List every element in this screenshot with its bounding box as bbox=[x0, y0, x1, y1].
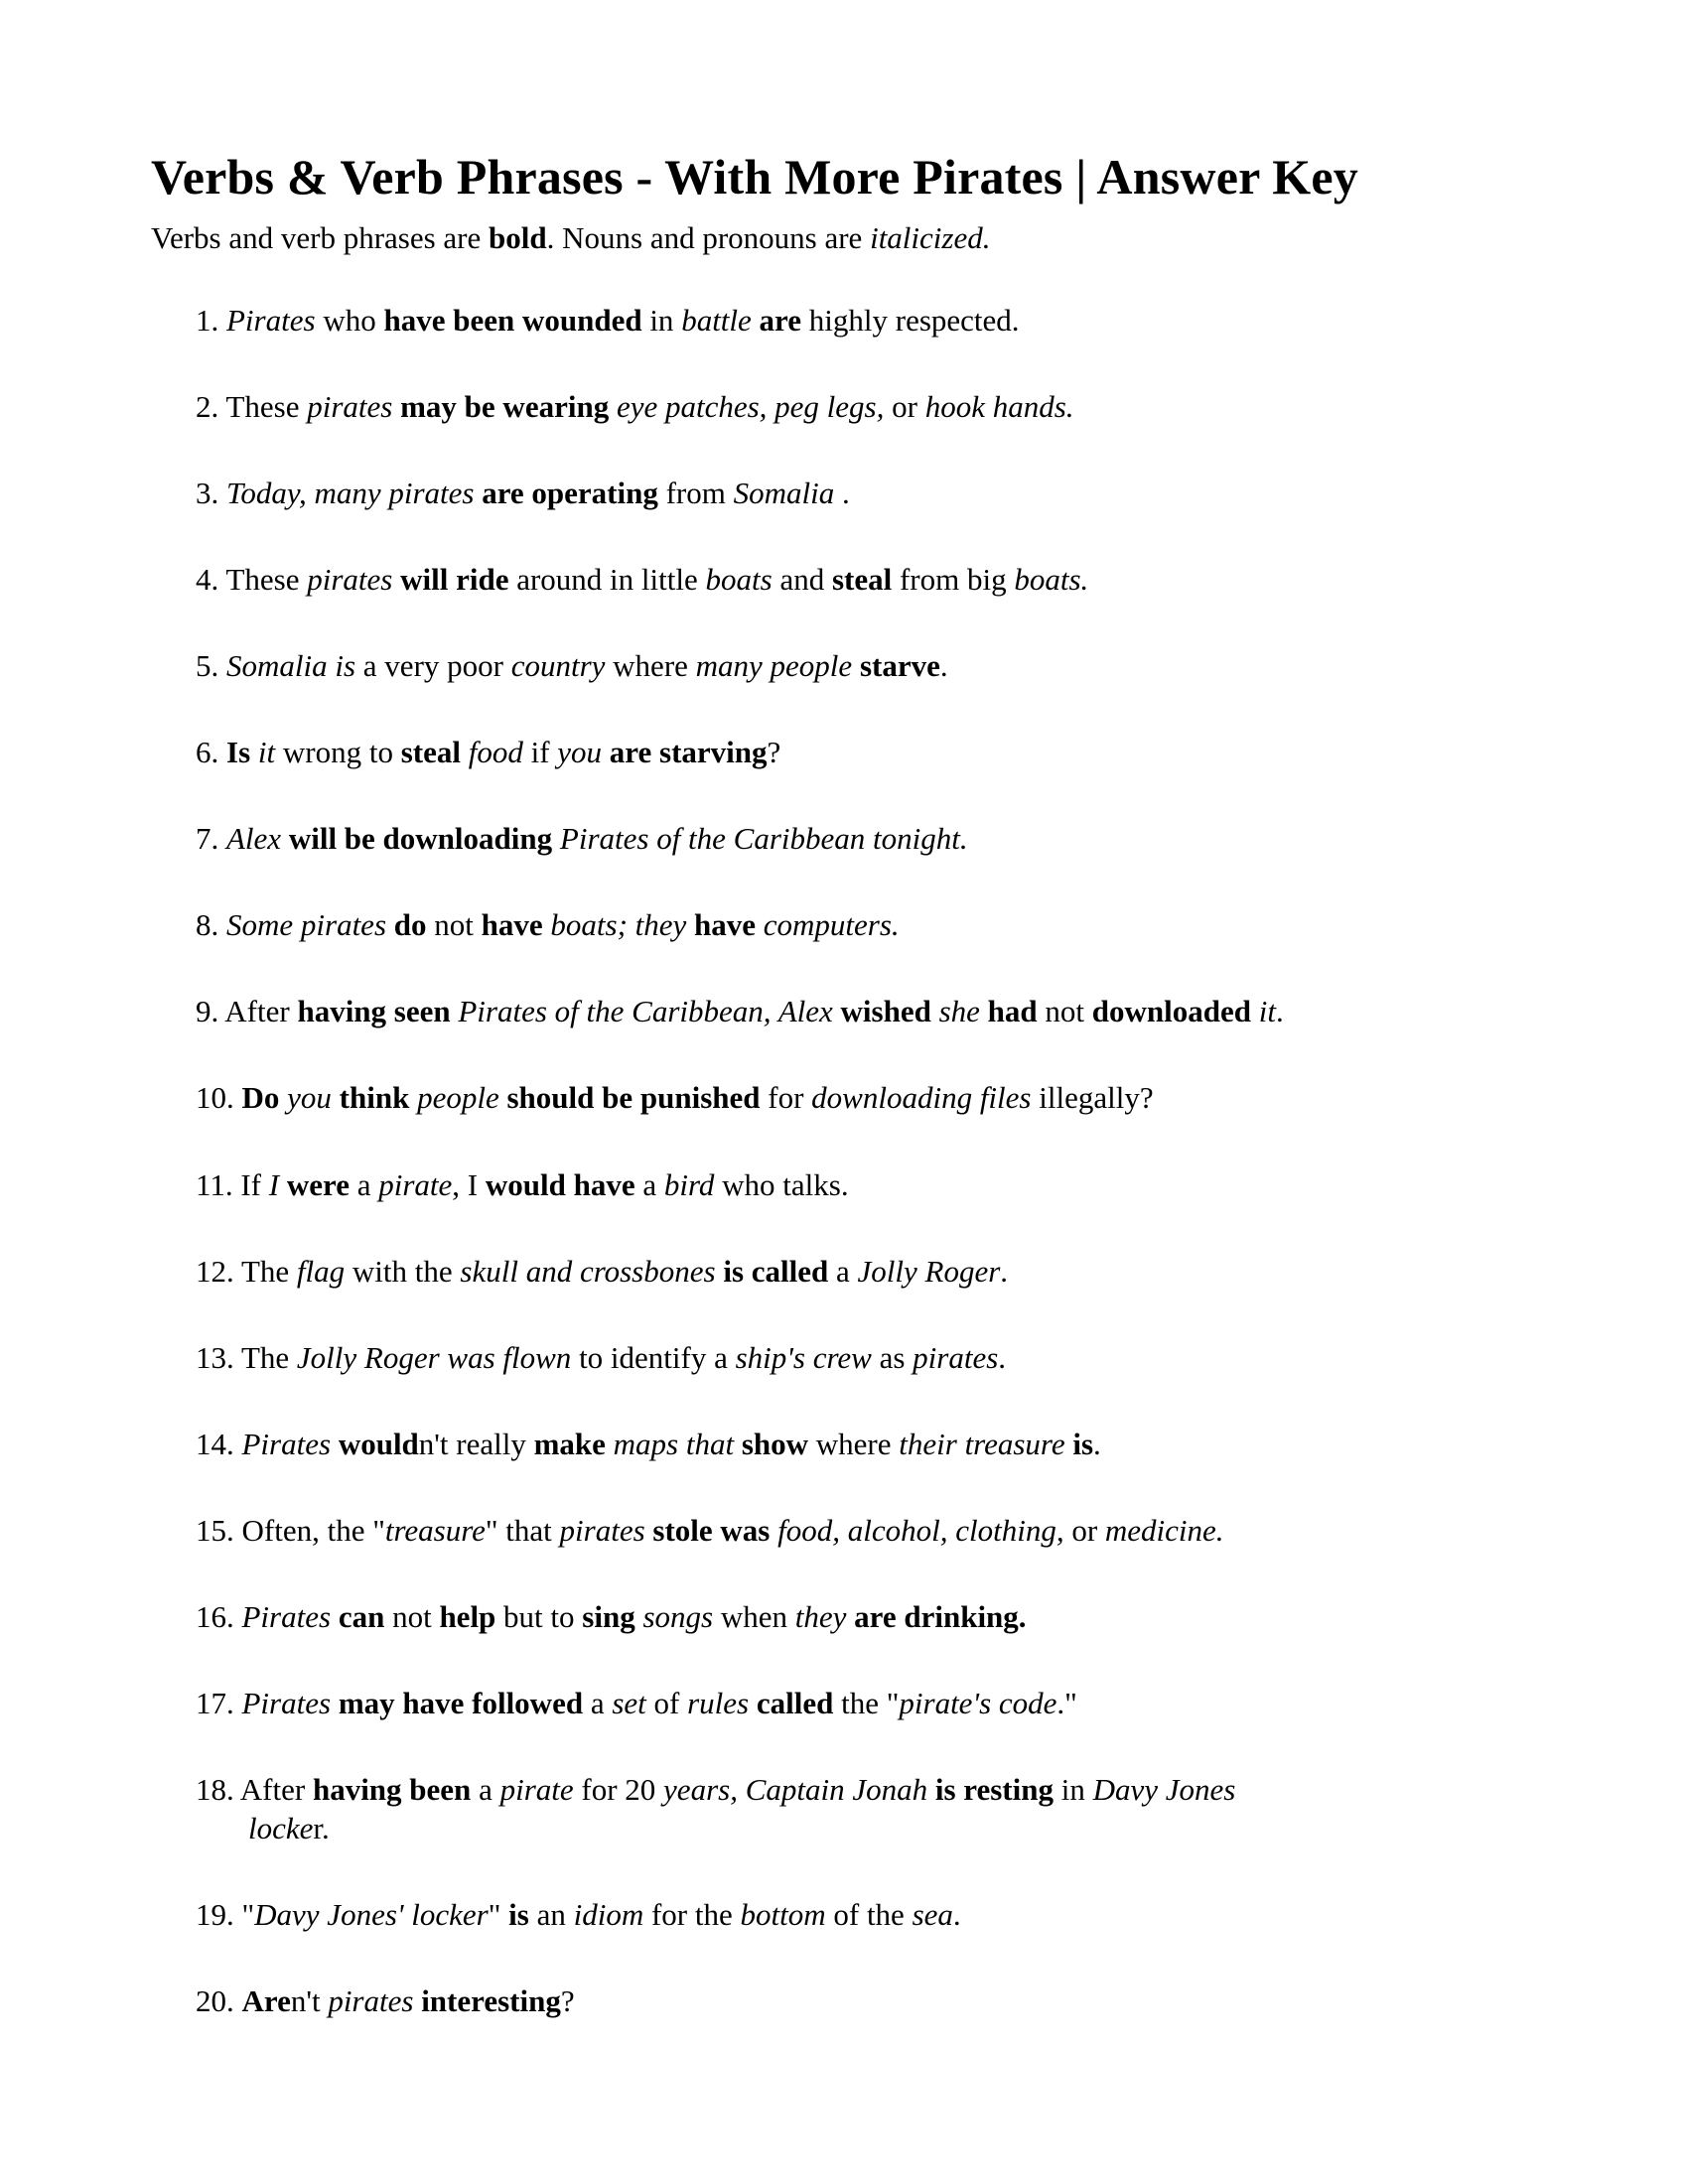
noun-pronoun-text: boats; they bbox=[550, 907, 687, 943]
noun-pronoun-text: Jolly Roger was flown bbox=[296, 1339, 572, 1375]
noun-pronoun-text: Alex bbox=[226, 821, 282, 857]
sentence-list bbox=[151, 301, 1519, 2020]
verb-phrase-text: wished bbox=[840, 994, 931, 1029]
verb-phrase-text: are drinking. bbox=[854, 1598, 1027, 1634]
noun-pronoun-text: downloading files bbox=[811, 1080, 1032, 1116]
item-number: 17. bbox=[196, 1685, 242, 1720]
verb-phrase-text: help bbox=[439, 1598, 496, 1634]
plain-text: a bbox=[349, 1166, 379, 1202]
verb-phrase-text: would bbox=[338, 1426, 419, 1461]
noun-pronoun-text: Somalia is bbox=[226, 648, 356, 684]
plain-text bbox=[609, 389, 617, 424]
sentence-item-12 bbox=[151, 1252, 1519, 1291]
plain-text bbox=[734, 1427, 742, 1461]
verb-phrase-text: having seen bbox=[297, 994, 451, 1029]
plain-text: After bbox=[239, 1771, 313, 1807]
noun-pronoun-text: skull and crossbones bbox=[460, 1253, 716, 1289]
sentence-item-3 bbox=[151, 474, 1519, 512]
verb-phrase-text: show bbox=[741, 1426, 809, 1461]
plain-text: Often, the " bbox=[241, 1512, 385, 1548]
plain-text: in bbox=[641, 303, 682, 339]
plain-text bbox=[461, 735, 469, 769]
sentence-text bbox=[242, 1513, 1224, 1548]
noun-pronoun-text: it bbox=[1258, 994, 1276, 1029]
verb-phrase-text: can bbox=[338, 1598, 385, 1634]
plain-text: " bbox=[241, 1896, 255, 1932]
sentence-text bbox=[240, 1167, 848, 1202]
plain-text bbox=[852, 648, 860, 683]
sentence-item-17 bbox=[151, 1684, 1519, 1722]
plain-text bbox=[1251, 994, 1259, 1028]
sentence-text bbox=[240, 1772, 1236, 1845]
verb-phrase-text: steal bbox=[831, 562, 893, 598]
plain-text: n't really bbox=[418, 1426, 534, 1461]
item-number: 16. bbox=[196, 1598, 242, 1634]
item-number: 11. bbox=[196, 1166, 241, 1202]
plain-text: . bbox=[998, 1339, 1007, 1375]
noun-pronoun-text: bird bbox=[663, 1166, 715, 1202]
plain-text: not bbox=[1037, 994, 1092, 1029]
sentence-text bbox=[226, 907, 900, 942]
verb-phrase-text: should be punished bbox=[506, 1080, 761, 1116]
plain-text: " bbox=[488, 1896, 509, 1932]
sentence-item-13 bbox=[151, 1338, 1519, 1377]
noun-pronoun-text: ship's crew bbox=[735, 1339, 872, 1375]
noun-pronoun-text: pirates bbox=[328, 1982, 414, 2018]
plain-text: ." bbox=[1056, 1685, 1077, 1720]
plain-text: who bbox=[315, 303, 384, 339]
plain-text: " that bbox=[485, 1512, 560, 1548]
verb-phrase-text: Are bbox=[241, 1982, 291, 2018]
item-number: 7. bbox=[196, 821, 226, 857]
plain-text: illegally? bbox=[1031, 1080, 1154, 1116]
verb-phrase-text: bold bbox=[489, 220, 547, 255]
plain-text: where bbox=[605, 648, 696, 684]
noun-pronoun-text: pirates bbox=[307, 389, 393, 425]
sentence-item-19 bbox=[151, 1895, 1519, 1934]
sentence-item-2 bbox=[151, 387, 1519, 426]
noun-pronoun-text: boats. bbox=[1014, 562, 1089, 598]
noun-pronoun-text: she bbox=[938, 994, 980, 1029]
plain-text bbox=[392, 562, 400, 597]
noun-pronoun-text: hook hands. bbox=[924, 389, 1074, 425]
noun-pronoun-text: country bbox=[510, 648, 606, 684]
noun-pronoun-text: pirate bbox=[499, 1771, 574, 1807]
verb-phrase-text: would have bbox=[485, 1166, 635, 1202]
verb-phrase-text: may have followed bbox=[338, 1685, 584, 1720]
sentence-item-1 bbox=[151, 301, 1519, 340]
plain-text bbox=[833, 994, 841, 1028]
item-number: 13. bbox=[196, 1339, 241, 1375]
plain-text: with the bbox=[345, 1253, 461, 1289]
plain-text bbox=[686, 907, 694, 942]
plain-text bbox=[386, 907, 394, 942]
sentence-item-5 bbox=[151, 646, 1519, 685]
verb-phrase-text: think bbox=[339, 1080, 410, 1116]
plain-text: from big bbox=[892, 562, 1015, 598]
plain-text bbox=[279, 1080, 287, 1115]
plain-text: for 20 bbox=[573, 1771, 664, 1807]
noun-pronoun-text: italicized. bbox=[870, 220, 991, 255]
plain-text: a bbox=[634, 1166, 664, 1202]
plain-text: . bbox=[1000, 1253, 1009, 1289]
plain-text bbox=[602, 735, 610, 769]
plain-text: a bbox=[828, 1253, 858, 1289]
plain-text bbox=[250, 735, 258, 769]
noun-pronoun-text: pirates bbox=[559, 1512, 645, 1548]
noun-pronoun-text: Pirates of the Caribbean, Alex bbox=[458, 994, 833, 1029]
verb-phrase-text: called bbox=[756, 1685, 834, 1720]
plain-text bbox=[552, 821, 560, 856]
item-number: 14. bbox=[196, 1426, 242, 1461]
plain-text: but to bbox=[495, 1598, 583, 1634]
verb-phrase-text: are bbox=[759, 303, 802, 339]
plain-text bbox=[331, 1686, 339, 1720]
verb-phrase-text: do bbox=[393, 907, 427, 943]
noun-pronoun-text: sea bbox=[912, 1896, 953, 1932]
noun-pronoun-text: boats bbox=[705, 562, 773, 598]
sentence-item-16 bbox=[151, 1597, 1519, 1636]
plain-text: . bbox=[1093, 1426, 1101, 1461]
plain-text: for bbox=[760, 1080, 812, 1116]
plain-text: These bbox=[225, 562, 308, 598]
verb-phrase-text: will ride bbox=[400, 562, 509, 598]
verb-phrase-text: have bbox=[694, 907, 757, 943]
sentence-text bbox=[242, 1686, 1077, 1720]
plain-text: not bbox=[426, 907, 482, 943]
plain-text bbox=[279, 1167, 287, 1202]
noun-pronoun-text: rules bbox=[687, 1685, 750, 1720]
sentence-item-4 bbox=[151, 560, 1519, 599]
plain-text: for the bbox=[643, 1896, 741, 1932]
noun-pronoun-text: their treasure bbox=[899, 1426, 1065, 1461]
sentence-item-14 bbox=[151, 1425, 1519, 1463]
sentence-text bbox=[226, 648, 948, 683]
plain-text: The bbox=[240, 1339, 297, 1375]
plain-text: ? bbox=[560, 1982, 575, 2018]
plain-text bbox=[409, 1080, 417, 1115]
verb-phrase-text: is called bbox=[723, 1253, 829, 1289]
intro-line bbox=[151, 218, 1519, 257]
plain-text: who talks. bbox=[714, 1166, 849, 1202]
plain-text: highly respected. bbox=[801, 303, 1020, 339]
noun-pronoun-text: songs bbox=[642, 1598, 714, 1634]
noun-pronoun-text: many people bbox=[695, 648, 853, 684]
verb-phrase-text: will be downloading bbox=[288, 821, 553, 857]
plain-text: These bbox=[225, 389, 308, 425]
sentence-text bbox=[242, 1599, 1027, 1634]
verb-phrase-text: were bbox=[286, 1166, 350, 1202]
sentence-text bbox=[225, 389, 1073, 424]
sentence-text bbox=[241, 1340, 1006, 1375]
plain-text bbox=[606, 1427, 614, 1461]
verb-phrase-text: is resting bbox=[934, 1771, 1054, 1807]
sentence-text bbox=[242, 1080, 1154, 1115]
sentence-text bbox=[242, 1897, 961, 1932]
verb-phrase-text: steal bbox=[400, 735, 461, 770]
noun-pronoun-text: computers. bbox=[763, 907, 900, 943]
sentence-text bbox=[226, 821, 968, 856]
plain-text: not bbox=[384, 1598, 440, 1634]
plain-text: wrong to bbox=[275, 735, 401, 770]
noun-pronoun-text: maps that bbox=[613, 1426, 735, 1461]
item-number: 1. bbox=[196, 303, 226, 339]
plain-text: . bbox=[834, 476, 850, 511]
plain-text: or bbox=[1063, 1512, 1105, 1548]
noun-pronoun-text: eye patches, peg legs, bbox=[616, 389, 885, 425]
verb-phrase-text: Do bbox=[241, 1080, 280, 1116]
plain-text bbox=[752, 303, 760, 338]
noun-pronoun-text: battle bbox=[681, 303, 752, 339]
verb-phrase-text: have been wounded bbox=[383, 303, 642, 339]
plain-text bbox=[931, 994, 939, 1028]
verb-phrase-text: having been bbox=[312, 1771, 472, 1807]
plain-text bbox=[770, 1513, 777, 1548]
plain-text bbox=[749, 1686, 757, 1720]
item-number: 9. bbox=[196, 994, 225, 1029]
plain-text: or bbox=[884, 389, 925, 425]
noun-pronoun-text: it bbox=[257, 735, 276, 770]
noun-pronoun-text: pirates bbox=[307, 562, 393, 598]
sentence-text bbox=[225, 562, 1088, 597]
plain-text: around in little bbox=[508, 562, 706, 598]
plain-text: . bbox=[952, 1896, 961, 1932]
plain-text bbox=[281, 821, 289, 856]
item-number: 15. bbox=[196, 1512, 242, 1548]
plain-text bbox=[927, 1772, 935, 1807]
noun-pronoun-text: Jolly Roger bbox=[857, 1253, 1001, 1289]
noun-pronoun-text: locke bbox=[248, 1810, 314, 1845]
item-number: 2. bbox=[196, 389, 226, 425]
plain-text bbox=[980, 994, 988, 1028]
verb-phrase-text: downloaded bbox=[1091, 994, 1252, 1029]
item-number: 5. bbox=[196, 648, 226, 684]
plain-text: r. bbox=[313, 1810, 330, 1845]
noun-pronoun-text: Some pirates bbox=[226, 907, 387, 943]
plain-text bbox=[846, 1599, 854, 1634]
verb-phrase-text: sing bbox=[582, 1598, 635, 1634]
sentence-text bbox=[242, 1427, 1101, 1461]
plain-text: the " bbox=[833, 1685, 900, 1720]
noun-pronoun-text: people bbox=[417, 1080, 499, 1116]
noun-pronoun-text: medicine. bbox=[1104, 1512, 1224, 1548]
plain-text: . bbox=[1276, 994, 1284, 1029]
sentence-text bbox=[226, 476, 850, 510]
plain-text bbox=[756, 907, 764, 942]
page-title: Verbs & Verb Phrases - With More Pirates | Answer Key bbox=[151, 149, 1358, 205]
noun-pronoun-text: Pirates of the Caribbean tonight. bbox=[559, 821, 968, 857]
sentence-item-10 bbox=[151, 1078, 1519, 1117]
noun-pronoun-text: I bbox=[268, 1166, 280, 1202]
plain-text: , I bbox=[452, 1166, 486, 1202]
plain-text: ? bbox=[767, 735, 781, 770]
plain-text: and bbox=[772, 562, 832, 598]
sentence-text bbox=[226, 735, 780, 769]
noun-pronoun-text: Today, many pirates bbox=[226, 476, 475, 511]
noun-pronoun-text: set bbox=[612, 1685, 646, 1720]
sentence-item-9 bbox=[151, 992, 1519, 1030]
noun-pronoun-text: pirate bbox=[378, 1166, 453, 1202]
item-number: 3. bbox=[196, 476, 226, 511]
sentence-item-15 bbox=[151, 1511, 1519, 1550]
sentence-item-20 bbox=[151, 1981, 1519, 2020]
verb-phrase-text: had bbox=[987, 994, 1038, 1029]
verb-phrase-text: may be wearing bbox=[400, 389, 610, 425]
verb-phrase-text: make bbox=[533, 1426, 606, 1461]
noun-pronoun-text: Pirates bbox=[241, 1685, 332, 1720]
plain-text: as bbox=[871, 1339, 914, 1375]
plain-text: After bbox=[224, 994, 298, 1029]
item-number: 6. bbox=[196, 735, 226, 770]
verb-phrase-text: are starving bbox=[609, 735, 768, 770]
noun-pronoun-text: food, alcohol, clothing, bbox=[777, 1512, 1064, 1548]
noun-pronoun-text: years, Captain Jonah bbox=[663, 1771, 928, 1807]
plain-text bbox=[392, 389, 400, 424]
plain-text: If bbox=[240, 1166, 269, 1202]
noun-pronoun-text: pirates bbox=[913, 1339, 999, 1375]
plain-text: a very poor bbox=[355, 648, 511, 684]
item-number: 20. bbox=[196, 1982, 242, 2018]
plain-text bbox=[331, 1427, 339, 1461]
item-number: 10. bbox=[196, 1080, 242, 1116]
noun-pronoun-text: Pirates bbox=[241, 1598, 332, 1634]
noun-pronoun-text: Pirates bbox=[226, 303, 316, 339]
sentence-text bbox=[241, 1254, 1008, 1289]
verb-phrase-text: is bbox=[1072, 1426, 1094, 1461]
plain-text: when bbox=[713, 1598, 795, 1634]
sentence-text bbox=[224, 994, 1283, 1028]
verb-phrase-text: stole was bbox=[652, 1512, 771, 1548]
verb-phrase-text: is bbox=[508, 1896, 529, 1932]
plain-text: a bbox=[471, 1771, 500, 1807]
sentence-text bbox=[242, 1983, 575, 2018]
plain-text: of bbox=[645, 1685, 688, 1720]
plain-text: an bbox=[528, 1896, 574, 1932]
plain-text: . Nouns and pronouns are bbox=[546, 220, 871, 255]
noun-pronoun-text: Davy Jones' locker bbox=[254, 1896, 489, 1932]
sentence-text bbox=[226, 303, 1020, 338]
noun-pronoun-text: Pirates bbox=[241, 1426, 332, 1461]
noun-pronoun-text: Davy Jones bbox=[1092, 1771, 1236, 1807]
verb-phrase-text: starve bbox=[859, 648, 940, 684]
sentence-item-18 bbox=[151, 1770, 1519, 1847]
sentence-item-11 bbox=[151, 1165, 1519, 1204]
plain-text: of the bbox=[825, 1896, 913, 1932]
noun-pronoun-text: bottom bbox=[740, 1896, 826, 1932]
plain-text: to identify a bbox=[571, 1339, 736, 1375]
plain-text: where bbox=[808, 1426, 900, 1461]
item-number: 12. bbox=[196, 1253, 241, 1289]
plain-text: a bbox=[583, 1685, 613, 1720]
sentence-item-7 bbox=[151, 819, 1519, 858]
item-number: 4. bbox=[196, 562, 226, 598]
verb-phrase-text: are operating bbox=[482, 476, 658, 511]
plain-text: n't bbox=[290, 1982, 329, 2018]
plain-text bbox=[332, 1080, 340, 1115]
plain-text: if bbox=[522, 735, 558, 770]
plain-text: . bbox=[939, 648, 948, 684]
plain-text bbox=[331, 1599, 339, 1634]
plain-text: The bbox=[240, 1253, 297, 1289]
noun-pronoun-text: treasure bbox=[384, 1512, 486, 1548]
plain-text: in bbox=[1054, 1771, 1093, 1807]
noun-pronoun-text: you bbox=[287, 1080, 332, 1116]
noun-pronoun-text: idiom bbox=[573, 1896, 644, 1932]
verb-phrase-text: Is bbox=[226, 735, 251, 770]
noun-pronoun-text: pirate's code bbox=[899, 1685, 1057, 1720]
item-number: 8. bbox=[196, 907, 226, 943]
sentence-item-8 bbox=[151, 905, 1519, 944]
plain-text: Verbs and verb phrases are bbox=[151, 220, 490, 255]
item-number: 19. bbox=[196, 1896, 242, 1932]
noun-pronoun-text: you bbox=[557, 735, 603, 770]
noun-pronoun-text: flag bbox=[296, 1253, 346, 1289]
plain-text: from bbox=[657, 476, 734, 511]
verb-phrase-text: interesting bbox=[421, 1982, 561, 2018]
noun-pronoun-text: Somalia bbox=[733, 476, 835, 511]
verb-phrase-text: have bbox=[481, 907, 543, 943]
noun-pronoun-text: they bbox=[794, 1598, 847, 1634]
sentence-item-6 bbox=[151, 733, 1519, 771]
item-number: 18. bbox=[196, 1771, 240, 1807]
noun-pronoun-text: food bbox=[468, 735, 523, 770]
